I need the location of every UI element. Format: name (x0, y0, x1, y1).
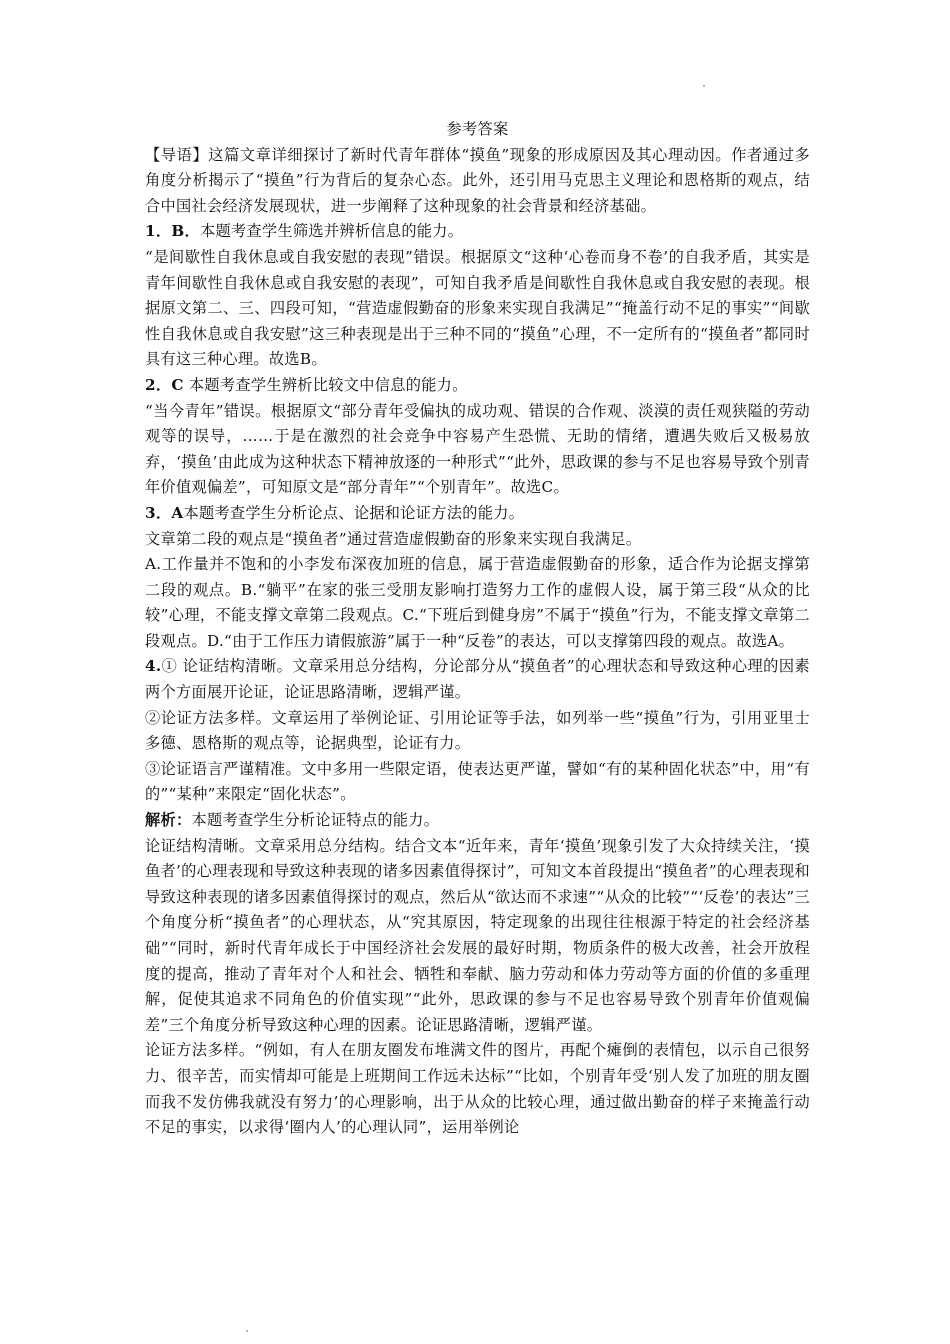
question-3-viewpoint: 文章第二段的观点是“摸鱼者”通过营造虚假勤奋的形象来实现自我满足。 (145, 529, 642, 548)
question-4-point-2: ②论证方法多样。文章运用了举例论证、引用论证等手法，如列举一些“摸鱼”行为，引用亚里士多德、恩格斯的观点等，论据典型，论证有力。 (145, 708, 810, 753)
analysis-label: 解析： (145, 811, 192, 830)
question-1-explanation: “是间歇性自我休息或自我安慰的表现”错误。根据原文“这种‘心卷而身不卷’的自我矛盾，其实是青年间歇性自我休息或自我安慰的表现”，可知自我矛盾是间歇性自我休息或自我安慰的表现。根据原文第二、三、四段可知，“营造虚假勤奋的形象来实现自我满足”“掩盖行动不足的事实”“间歇性自我休息或自我安慰”这三种表现是出于三种不同的“摸鱼”心理，不一定所有的“摸鱼者”都同时具有这三种心理。故选B。 (145, 247, 810, 369)
analysis-structure: 论证结构清晰。文章采用总分结构。结合文本“近年来，青年‘摸鱼’现象引发了大众持续关注，‘摸鱼者’的心理表现和导致这种表现的诸多因素值得探讨”，可知文本首段提出“摸鱼者”的心理表现和导致这种表现的诸多因素值得探讨的观点，然后从“欲达而不求速”“从众的比较”“‘反卷’的表达”三个角度分析“摸鱼者”的心理状态，从“究其原因，特定现象的出现往往根源于特定的社会经济基础”“同时，新时代青年成长于中国经济社会发展的最好时期，物质条件的极大改善，社会开放程度的提高，推动了青年对个人和社会、牺牲和奉献、脑力劳动和体力劳动等方面的价值的多重理解，促使其追求不同角色的价值实现”“此外，思政课的参与不足也容易导致个别青年价值观偏差”三个角度分析导致这种心理的因素。论证思路清晰，逻辑严谨。 (145, 836, 810, 1034)
question-1-heading (145, 219, 810, 245)
question-1-skill: 本题考查学生筛选并辨析信息的能力。 (199, 222, 464, 241)
intro-label: 【导语】 (145, 145, 209, 164)
intro-paragraph (145, 143, 810, 220)
answer-content (145, 117, 810, 1141)
analysis-heading (145, 808, 810, 834)
analysis-methods: 论证方法多样。“例如，有人在朋友圈发布堆满文件的图片，再配个瘫倒的表情包，以示自己很努力、很辛苦，而实情却可能是上班期间工作远未达标”“比如，个别青年受‘别人发了加班的朋友圈而我不发仿佛我就没有努力’的心理影响，出于从众的比较心理，通过做出勤奋的样子来掩盖行动不足的事实，以求得‘圈内人’的心理认同”，运用举例论 (145, 1041, 810, 1137)
question-4-point-1-text: ① 论证结构清晰。文章采用总分结构，分论部分从“摸鱼者”的心理状态和导致这种心理的因素两个方面展开论证，论证思路清晰，逻辑严谨。 (145, 657, 810, 702)
scan-speck (703, 85, 705, 87)
question-3-answer: 3．A (145, 503, 184, 522)
scan-speck (246, 1330, 248, 1332)
intro-text: 这篇文章详细探讨了新时代青年群体“摸鱼”现象的形成原因及其心理动因。作者通过多角度分析揭示了“摸鱼”行为背后的复杂心态。此外，还引用马克思主义理论和恩格斯的观点，结合中国社会经济发展现状，进一步阐释了这种现象的社会背景和经济基础。 (145, 145, 811, 215)
question-3-skill: 本题考查学生分析论点、论据和论证方法的能力。 (183, 503, 525, 522)
question-3-heading (145, 501, 810, 527)
page-title: 参考答案 (446, 120, 509, 138)
question-1-answer: 1．B． (145, 222, 200, 241)
analysis-skill: 本题考查学生分析论证特点的能力。 (191, 811, 440, 830)
question-3-explanation: A.工作量并不饱和的小李发布深夜加班的信息，属于营造虚假勤奋的形象，适合作为论据支撑第二段的观点。B.“躺平”在家的张三受朋友影响打造努力工作的虚假人设，属于第三段“从众的比较”心理，不能支撑文章第二段观点。C.“下班后到健身房”不属于“摸鱼”行为，不能支撑文章第二段观点。D.“由于工作压力请假旅游”属于一种“反卷”的表达，可以支撑第四段的观点。故选A。 (145, 555, 810, 650)
question-4-point-3: ③论证语言严谨精准。文中多用一些限定语，使表达更严谨，譬如“有的某种固化状态”中，用“有的”“某种”来限定“固化状态”。 (145, 759, 810, 804)
question-2-explanation: “当今青年”错误。根据原文“部分青年受偏执的成功观、错误的合作观、淡漠的责任观狭隘的劳动观等的误导，……于是在激烈的社会竞争中容易产生恐慌、无助的情绪，遭遇失败后又极易放弃，‘摸鱼’由此成为这种状态下精神放逐的一种形式”“此外，思政课的参与不足也容易导致个别青年价值观偏差”，可知原文是“部分青年”“个别青年”。故选C。 (145, 401, 810, 497)
question-4-number: 4. (145, 657, 162, 676)
question-2-answer: 2．C (145, 375, 184, 394)
question-2-skill: 本题考查学生辨析比较文中信息的能力。 (183, 375, 468, 394)
question-2-heading (145, 373, 810, 399)
question-4-point-1 (145, 654, 810, 705)
